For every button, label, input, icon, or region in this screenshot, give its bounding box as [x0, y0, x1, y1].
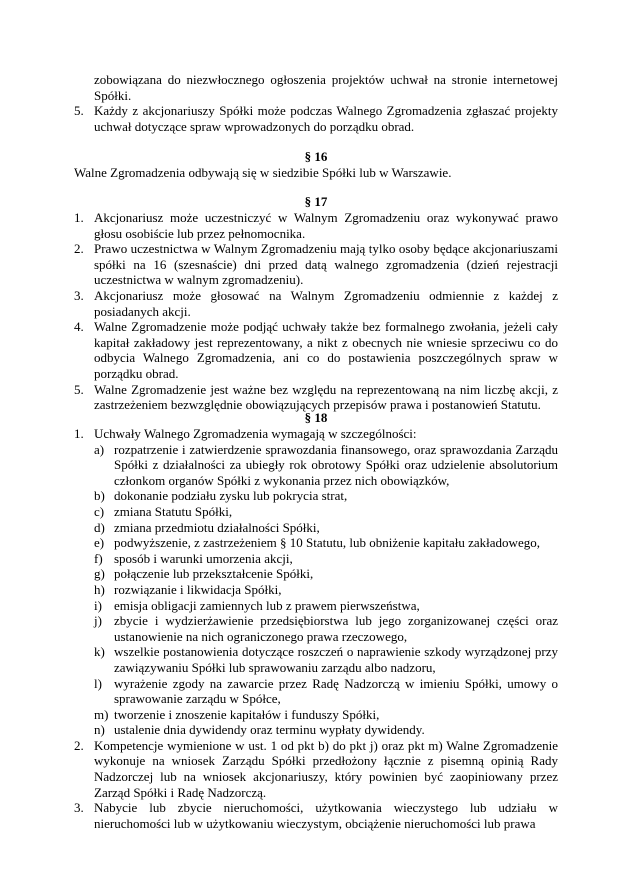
sub-item-text: zbycie i wydzierżawienie przedsiębiorstwa lub jego zorganizowanej części oraz ustanowienie na nich ograniczonego prawa rzeczowego, [114, 613, 558, 644]
sub-item-text: rozpatrzenie i zatwierdzenie sprawozdania finansowego, oraz sprawozdania Zarządu Spółki z działalności za ubiegły rok obrotowy Spółki oraz udzielenie absolutorium członkom organów Spółki z wykonania przez nich obowiązków, [114, 441, 558, 488]
sub-list-item [94, 644, 558, 675]
prior-section-list [74, 103, 558, 134]
sub-item-letter: i) [94, 597, 102, 613]
sub-item-letter: f) [94, 550, 103, 566]
sub-list-item [94, 722, 558, 738]
item-text: Kompetencje wymienione w ust. 1 od pkt b) do pkt j) oraz pkt m) Walne Zgromadzenie wykonuje na wniosek Zarządu Spółki przedłożony łącznie z pisemną opinią Rady Nadzorczej lub na wniosek akcjonariuszy, który powinien być zaopiniowany przez Zarząd Spółki i Radę Nadzorczą. [94, 737, 558, 800]
sub-item-letter: c) [94, 503, 105, 519]
sub-item-letter: m) [94, 706, 109, 722]
sub-item-text: zmiana przedmiotu działalności Spółki, [114, 519, 320, 535]
item-text: Każdy z akcjonariuszy Spółki może podczas Walnego Zgromadzenia zgłaszać projekty uchwał dotyczące spraw wprowadzonych do porządku obrad. [94, 103, 558, 134]
sub-list-item [94, 582, 558, 598]
section-18-list [74, 426, 558, 831]
list-item [74, 426, 558, 738]
sub-list-item [94, 707, 558, 723]
sub-item-text: podwyższenie, z zastrzeżeniem § 10 Statutu, lub obniżenie kapitału zakładowego, [114, 535, 540, 551]
sub-list-item [94, 535, 558, 551]
item-number: 3. [74, 800, 84, 816]
section-17-heading: § 17 [304, 194, 328, 209]
sub-item-letter: a) [94, 441, 105, 457]
section-17-list [74, 210, 558, 413]
item-number: 3. [74, 287, 84, 303]
sub-list-item [94, 566, 558, 582]
sub-item-text: wyrażenie zgody na zawarcie przez Radę Nadzorczą w imieniu Spółki, umowy o sprawowanie zarządu w Spółce, [114, 675, 558, 707]
section-16-text: Walne Zgromadzenia odbywają się w siedzibie Spółki lub w Warszawie. [74, 165, 452, 180]
list-item [74, 800, 558, 831]
list-item [74, 382, 558, 413]
sub-item-text: sposób i warunki umorzenia akcji, [114, 550, 293, 566]
sub-item-text: wszelkie postanowienia dotyczące roszczeń o naprawienie szkody wyrządzonej przy zawiązywaniu Spółki lub sprawowaniu zarządu albo nadzoru, [114, 644, 558, 675]
item-number: 2. [74, 737, 84, 753]
item-text: Walne Zgromadzenie może podjąć uchwały także bez formalnego zwołania, jeżeli cały kapitał zakładowy jest reprezentowany, a nikt z obecnych nie wniesie sprzeciwu co do odbycia Walnego Zgromadzenia, ani co do postawienia poszczególnych spraw w porządku obrad. [94, 319, 558, 381]
item-text: Prawo uczestnictwa w Walnym Zgromadzeniu mają tylko osoby będące akcjonariuszami spółki na 16 (szesnaście) dni przed datą walnego zgromadzenia (dzień rejestracji uczestnictwa w walnym zgromadzeniu). [94, 241, 558, 288]
list-item [74, 319, 558, 381]
sub-list-item [94, 488, 558, 504]
section-16-heading: § 16 [304, 149, 328, 164]
sub-item-letter: d) [94, 519, 105, 535]
continuation-paragraph: zobowiązana do niezwłocznego ogłoszenia projektów uchwał na stronie internetowej Spółki. [94, 72, 558, 103]
sub-item-letter: l) [94, 675, 102, 691]
sub-list-item [94, 442, 558, 489]
list-item [74, 288, 558, 319]
list-item [74, 241, 558, 288]
item-number: 2. [74, 241, 84, 257]
sub-item-letter: e) [94, 535, 105, 551]
item-number: 5. [74, 381, 84, 397]
item-text: Nabycie lub zbycie nieruchomości, użytkowania wieczystego lub udziału w nieruchomości lub w użytkowaniu wieczystym, obciążenie nieruchomości lub prawa [94, 800, 558, 831]
sub-list [94, 442, 558, 738]
item-number: 4. [74, 319, 84, 335]
list-item [74, 738, 558, 800]
sub-item-letter: k) [94, 644, 105, 660]
item-text: Akcjonariusz może uczestniczyć w Walnym Zgromadzeniu oraz wykonywać prawo głosu osobiście lub przez pełnomocnika. [94, 210, 558, 241]
sub-item-letter: n) [94, 722, 105, 738]
sub-item-letter: g) [94, 566, 105, 582]
sub-list-item [94, 504, 558, 520]
sub-list-item [94, 551, 558, 567]
sub-item-text: dokonanie podziału zysku lub pokrycia strat, [114, 488, 348, 504]
list-item [74, 210, 558, 241]
sub-item-text: emisja obligacji zamiennych lub z prawem pierwszeństwa, [114, 597, 420, 613]
sub-list-item [94, 598, 558, 614]
sub-list-item [94, 520, 558, 536]
list-item [74, 103, 558, 134]
sub-item-letter: j) [94, 613, 102, 629]
item-text: Akcjonariusz może głosować na Walnym Zgromadzeniu odmiennie z każdej z posiadanych akcji. [94, 287, 558, 319]
sub-list-item [94, 613, 558, 644]
sub-item-text: zmiana Statutu Spółki, [114, 503, 233, 519]
item-number: 1. [74, 426, 84, 441]
sub-item-letter: h) [94, 581, 105, 597]
sub-item-text: rozwiązanie i likwidacja Spółki, [114, 581, 282, 597]
sub-item-text: ustalenie dnia dywidendy oraz terminu wypłaty dywidendy. [114, 722, 425, 738]
item-text: Walne Zgromadzenie jest ważne bez względu na reprezentowaną na nim liczbę akcji, z zastrzeżeniem bezwzględnie obowiązujących przepisów prawa i postanowień Statutu. [94, 381, 558, 413]
sub-item-letter: b) [94, 488, 105, 504]
section-18-heading: § 18 [304, 410, 328, 425]
sub-list-item [94, 676, 558, 707]
item-number: 5. [74, 103, 84, 118]
item-number: 1. [74, 210, 84, 225]
sub-item-text: połączenie lub przekształcenie Spółki, [114, 566, 314, 582]
item-text: Uchwały Walnego Zgromadzenia wymagają w szczególności: [94, 426, 417, 441]
sub-item-text: tworzenie i znoszenie kapitałów i funduszy Spółki, [114, 706, 380, 722]
